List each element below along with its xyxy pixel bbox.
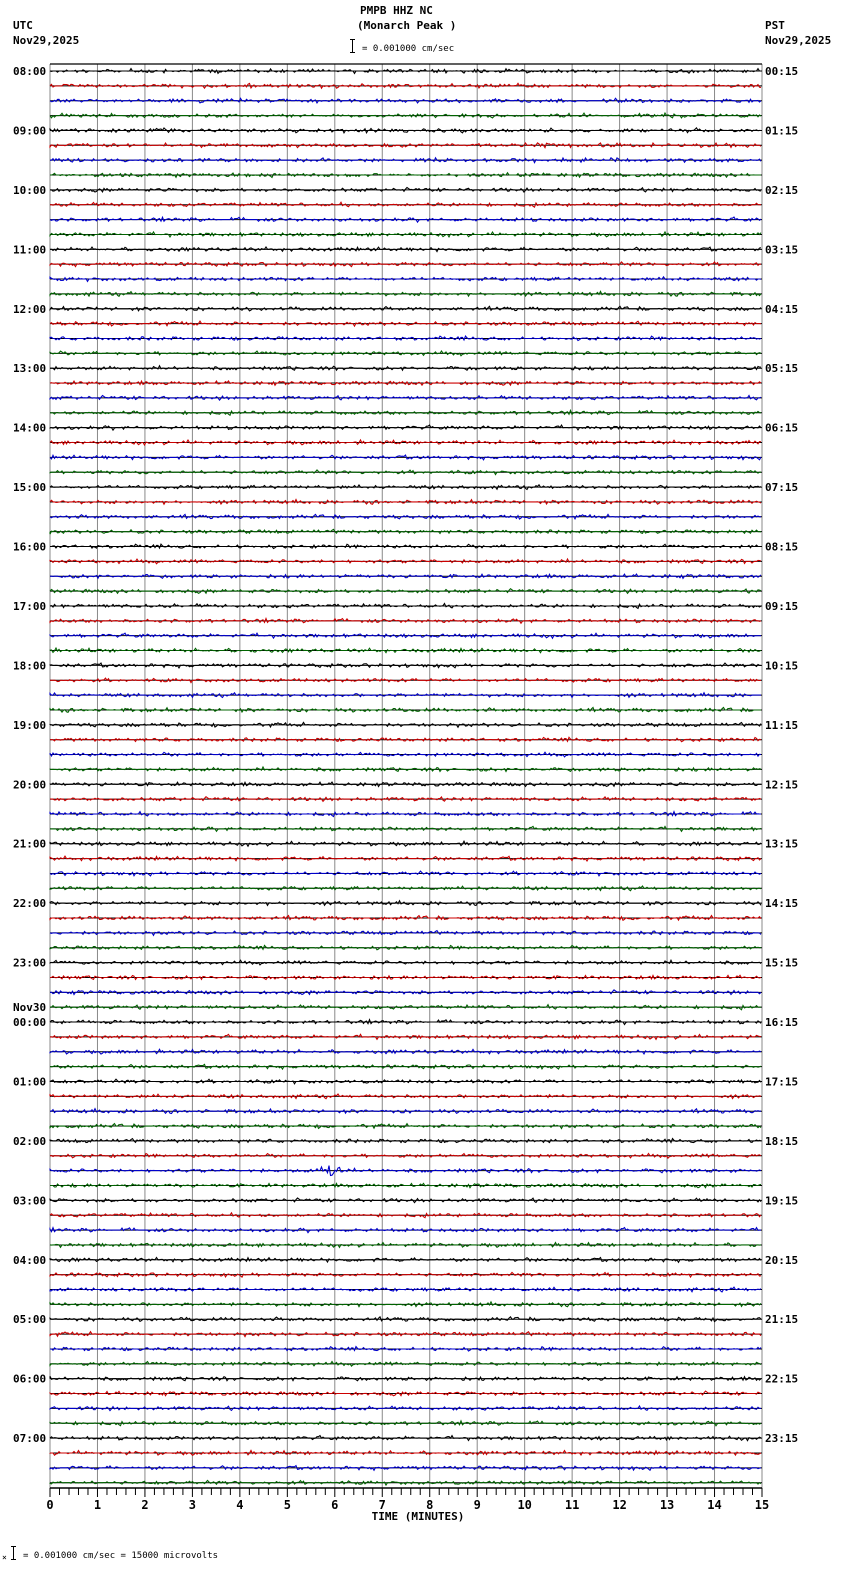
scale-legend: = 0.001000 cm/sec	[362, 44, 455, 54]
utc-label: 02:00	[13, 1134, 47, 1148]
utc-label: 04:00	[13, 1253, 47, 1267]
utc-time-labels	[13, 65, 46, 1445]
trace-row	[50, 1347, 761, 1351]
pst-time-labels	[765, 65, 798, 1445]
pst-label: 18:15	[765, 1134, 799, 1148]
utc-label: 18:00	[13, 659, 47, 673]
x-tick-label: 11	[564, 1498, 580, 1512]
trace-row	[50, 232, 761, 237]
x-tick-label: 3	[188, 1498, 197, 1512]
trace-row	[50, 485, 761, 490]
x-tick-label: 8	[426, 1498, 434, 1512]
x-tick-label: 15	[754, 1498, 770, 1512]
pst-label: 21:15	[765, 1313, 799, 1327]
trace-row	[50, 990, 761, 995]
x-tick-label: 9	[473, 1498, 481, 1512]
utc-label: 19:00	[13, 718, 47, 732]
utc-label: 23:00	[13, 956, 47, 970]
pst-label: 07:15	[765, 481, 799, 495]
date-change-label: Nov30	[13, 1001, 47, 1015]
pst-label: 08:15	[765, 540, 799, 554]
trace-row	[50, 529, 761, 534]
pst-label: 02:15	[765, 183, 799, 197]
trace-row	[50, 767, 761, 771]
trace-row	[50, 366, 761, 370]
x-tick-label: 12	[612, 1498, 627, 1512]
left-timezone: UTC	[13, 19, 33, 32]
footer-scale-legend: = 0.001000 cm/sec = 15000 microvolts	[23, 1551, 219, 1561]
x-tick-label: 5	[283, 1498, 291, 1512]
pst-label: 15:15	[765, 956, 799, 970]
pst-label: 01:15	[765, 124, 799, 138]
x-tick-label: 14	[707, 1498, 722, 1512]
utc-label: 00:00	[13, 1016, 47, 1030]
trace-row	[50, 975, 761, 979]
x-tick-label: 10	[517, 1498, 532, 1512]
pst-label: 14:15	[765, 897, 799, 911]
trace-row	[50, 1064, 761, 1069]
x-axis	[46, 1488, 769, 1523]
pst-label: 22:15	[765, 1372, 799, 1386]
utc-label: 10:00	[13, 183, 47, 197]
seismic-traces	[50, 69, 762, 1485]
pst-label: 05:15	[765, 362, 799, 376]
pst-label: 09:15	[765, 599, 799, 613]
utc-label: 01:00	[13, 1075, 47, 1089]
station-location: (Monarch Peak )	[357, 19, 457, 32]
left-date: Nov29,2025	[13, 34, 80, 47]
utc-label: 11:00	[13, 243, 47, 257]
pst-label: 19:15	[765, 1194, 799, 1208]
trace-row	[50, 336, 761, 340]
pst-label: 20:15	[765, 1253, 799, 1267]
trace-row	[50, 1020, 761, 1025]
x-tick-label: 6	[331, 1498, 339, 1512]
pst-label: 04:15	[765, 302, 799, 316]
footer-prefix: ×	[2, 1553, 7, 1562]
trace-row	[50, 158, 761, 163]
utc-label: 22:00	[13, 897, 47, 911]
utc-label: 06:00	[13, 1372, 47, 1386]
pst-label: 17:15	[765, 1075, 799, 1089]
x-tick-label: 1	[93, 1498, 102, 1512]
right-timezone: PST	[765, 19, 785, 32]
utc-label: 07:00	[13, 1432, 47, 1446]
utc-label: 05:00	[13, 1313, 47, 1327]
x-tick-label: 0	[46, 1498, 54, 1512]
utc-label: 17:00	[13, 599, 47, 613]
trace-row	[50, 396, 761, 401]
pst-label: 16:15	[765, 1016, 799, 1030]
x-axis-label: TIME (MINUTES)	[371, 1510, 465, 1523]
utc-label: 20:00	[13, 778, 47, 792]
x-tick-label: 2	[141, 1498, 149, 1512]
right-date: Nov29,2025	[765, 34, 832, 47]
utc-label: 03:00	[13, 1194, 47, 1208]
x-tick-label: 4	[236, 1498, 244, 1512]
utc-label: 21:00	[13, 837, 47, 851]
pst-label: 11:15	[765, 718, 799, 732]
utc-label: 13:00	[13, 362, 47, 376]
pst-label: 06:15	[765, 421, 799, 435]
trace-row	[50, 1079, 761, 1084]
pst-label: 03:15	[765, 243, 799, 257]
footer-scale-bar-icon	[13, 1546, 19, 1560]
trace-row	[50, 1406, 761, 1411]
x-tick-label: 7	[378, 1498, 386, 1512]
pst-label: 23:15	[765, 1432, 799, 1446]
utc-label: 16:00	[13, 540, 47, 554]
pst-label: 12:15	[765, 778, 799, 792]
trace-row	[50, 470, 761, 475]
utc-label: 09:00	[13, 124, 47, 138]
pst-label: 00:15	[765, 65, 799, 78]
trace-row	[50, 826, 761, 831]
station-title: PMPB HHZ NC	[360, 4, 433, 17]
pst-label: 13:15	[765, 837, 799, 851]
utc-label: 08:00	[13, 65, 47, 78]
pst-label: 10:15	[765, 659, 799, 673]
utc-label: 12:00	[13, 302, 47, 316]
x-tick-label: 13	[659, 1498, 675, 1512]
utc-label: 14:00	[13, 421, 47, 435]
utc-label: 15:00	[13, 481, 47, 495]
